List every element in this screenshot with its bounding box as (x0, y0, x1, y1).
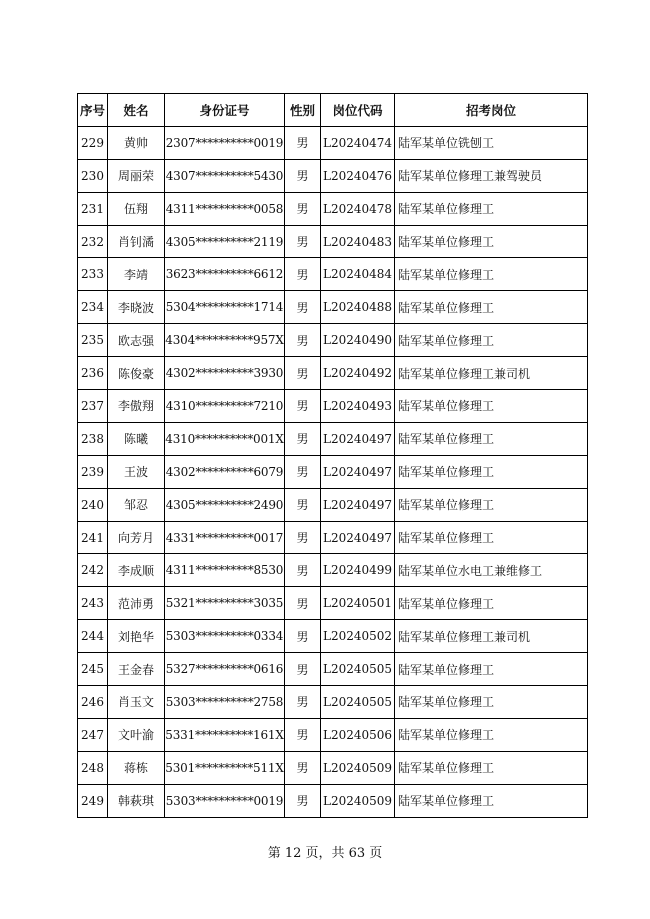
table-row (78, 620, 588, 653)
cell-seq: 237 (78, 390, 108, 423)
table-row (78, 126, 588, 159)
table-row (78, 159, 588, 192)
cell-seq: 248 (78, 751, 108, 784)
cell-name: 肖钊潏 (108, 225, 165, 258)
cell-post: 陆军某单位修理工兼司机 (395, 620, 588, 653)
cell-post-code: L20240483 (321, 225, 395, 258)
roster-table (77, 93, 588, 818)
cell-name: 伍翔 (108, 192, 165, 225)
table-row (78, 390, 588, 423)
cell-id-number: 5331**********161X (165, 718, 285, 751)
cell-post: 陆军某单位水电工兼维修工 (395, 554, 588, 587)
table-row (78, 324, 588, 357)
cell-id-number: 5301**********511X (165, 751, 285, 784)
page-footer: 第 12 页，共 63 页 (267, 846, 383, 861)
cell-post: 陆军某单位修理工 (395, 258, 588, 291)
cell-id-number: 5303**********0334 (165, 620, 285, 653)
cell-seq: 240 (78, 488, 108, 521)
cell-post-code: L20240497 (321, 488, 395, 521)
cell-gender: 男 (285, 718, 321, 751)
header-post: 招考岗位 (395, 94, 588, 127)
header-gender: 性别 (285, 94, 321, 127)
cell-name: 欧志强 (108, 324, 165, 357)
cell-post-code: L20240509 (321, 784, 395, 817)
cell-post: 陆军某单位修理工 (395, 422, 588, 455)
cell-post-code: L20240488 (321, 291, 395, 324)
cell-gender: 男 (285, 521, 321, 554)
table-row (78, 653, 588, 686)
cell-post: 陆军某单位修理工 (395, 390, 588, 423)
cell-name: 王波 (108, 455, 165, 488)
table-row (78, 422, 588, 455)
cell-post-code: L20240506 (321, 718, 395, 751)
cell-id-number: 5321**********3035 (165, 587, 285, 620)
cell-name: 黄帅 (108, 126, 165, 159)
cell-post-code: L20240484 (321, 258, 395, 291)
cell-post: 陆军某单位修理工 (395, 488, 588, 521)
cell-name: 李晓波 (108, 291, 165, 324)
cell-seq: 242 (78, 554, 108, 587)
cell-gender: 男 (285, 587, 321, 620)
table-row (78, 225, 588, 258)
cell-name: 邹忍 (108, 488, 165, 521)
cell-seq: 234 (78, 291, 108, 324)
cell-post: 陆军某单位修理工兼司机 (395, 357, 588, 390)
table-row (78, 554, 588, 587)
cell-id-number: 4310**********7210 (165, 390, 285, 423)
cell-post-code: L20240476 (321, 159, 395, 192)
cell-name: 陈俊豪 (108, 357, 165, 390)
cell-gender: 男 (285, 784, 321, 817)
cell-gender: 男 (285, 455, 321, 488)
cell-post: 陆军某单位修理工 (395, 751, 588, 784)
cell-gender: 男 (285, 422, 321, 455)
cell-id-number: 5327**********0616 (165, 653, 285, 686)
cell-id-number: 4302**********3930 (165, 357, 285, 390)
cell-seq: 230 (78, 159, 108, 192)
cell-seq: 238 (78, 422, 108, 455)
table-row (78, 455, 588, 488)
cell-id-number: 4302**********6079 (165, 455, 285, 488)
cell-post-code: L20240501 (321, 587, 395, 620)
cell-gender: 男 (285, 192, 321, 225)
cell-name: 向芳月 (108, 521, 165, 554)
cell-name: 周丽荣 (108, 159, 165, 192)
cell-seq: 249 (78, 784, 108, 817)
cell-id-number: 4310**********001X (165, 422, 285, 455)
cell-gender: 男 (285, 390, 321, 423)
cell-post: 陆军某单位修理工 (395, 587, 588, 620)
header-post-code: 岗位代码 (321, 94, 395, 127)
cell-seq: 245 (78, 653, 108, 686)
cell-name: 刘艳华 (108, 620, 165, 653)
table-row (78, 587, 588, 620)
table-body (78, 126, 588, 817)
cell-gender: 男 (285, 126, 321, 159)
cell-post-code: L20240490 (321, 324, 395, 357)
cell-seq: 243 (78, 587, 108, 620)
cell-gender: 男 (285, 686, 321, 719)
cell-post: 陆军某单位修理工 (395, 192, 588, 225)
cell-id-number: 4311**********8530 (165, 554, 285, 587)
cell-post-code: L20240505 (321, 653, 395, 686)
cell-seq: 239 (78, 455, 108, 488)
table-row (78, 258, 588, 291)
cell-seq: 241 (78, 521, 108, 554)
cell-post: 陆军某单位修理工 (395, 718, 588, 751)
cell-name: 韩萩琪 (108, 784, 165, 817)
cell-post-code: L20240474 (321, 126, 395, 159)
cell-post: 陆军某单位铣刨工 (395, 126, 588, 159)
table-row (78, 718, 588, 751)
cell-post-code: L20240497 (321, 422, 395, 455)
cell-post-code: L20240478 (321, 192, 395, 225)
cell-name: 范沛勇 (108, 587, 165, 620)
table-row (78, 784, 588, 817)
cell-post: 陆军某单位修理工 (395, 291, 588, 324)
cell-gender: 男 (285, 225, 321, 258)
cell-id-number: 5303**********2758 (165, 686, 285, 719)
cell-post-code: L20240502 (321, 620, 395, 653)
cell-gender: 男 (285, 653, 321, 686)
cell-name: 李傲翔 (108, 390, 165, 423)
table-header-row (78, 94, 588, 127)
cell-gender: 男 (285, 488, 321, 521)
cell-post: 陆军某单位修理工 (395, 784, 588, 817)
cell-gender: 男 (285, 554, 321, 587)
table-row (78, 488, 588, 521)
cell-post-code: L20240497 (321, 521, 395, 554)
cell-seq: 246 (78, 686, 108, 719)
cell-post: 陆军某单位修理工 (395, 686, 588, 719)
cell-seq: 232 (78, 225, 108, 258)
cell-gender: 男 (285, 291, 321, 324)
cell-post-code: L20240492 (321, 357, 395, 390)
cell-name: 李靖 (108, 258, 165, 291)
cell-id-number: 4305**********2490 (165, 488, 285, 521)
cell-id-number: 3623**********6612 (165, 258, 285, 291)
cell-name: 陈曦 (108, 422, 165, 455)
cell-gender: 男 (285, 620, 321, 653)
cell-seq: 244 (78, 620, 108, 653)
table-row (78, 521, 588, 554)
cell-post: 陆军某单位修理工 (395, 521, 588, 554)
table-row (78, 751, 588, 784)
cell-seq: 229 (78, 126, 108, 159)
cell-post-code: L20240499 (321, 554, 395, 587)
table-row (78, 686, 588, 719)
cell-id-number: 4305**********2119 (165, 225, 285, 258)
cell-gender: 男 (285, 159, 321, 192)
cell-id-number: 4304**********957X (165, 324, 285, 357)
header-name: 姓名 (108, 94, 165, 127)
cell-post: 陆军某单位修理工 (395, 225, 588, 258)
cell-id-number: 5304**********1714 (165, 291, 285, 324)
cell-post-code: L20240509 (321, 751, 395, 784)
cell-gender: 男 (285, 751, 321, 784)
cell-gender: 男 (285, 357, 321, 390)
table-row (78, 291, 588, 324)
cell-seq: 233 (78, 258, 108, 291)
cell-gender: 男 (285, 258, 321, 291)
cell-name: 王金春 (108, 653, 165, 686)
cell-post-code: L20240497 (321, 455, 395, 488)
cell-id-number: 4331**********0017 (165, 521, 285, 554)
cell-seq: 236 (78, 357, 108, 390)
table-row (78, 357, 588, 390)
cell-post: 陆军某单位修理工 (395, 455, 588, 488)
cell-seq: 231 (78, 192, 108, 225)
cell-seq: 235 (78, 324, 108, 357)
cell-seq: 247 (78, 718, 108, 751)
header-id-number: 身份证号 (165, 94, 285, 127)
cell-name: 文叶渝 (108, 718, 165, 751)
cell-name: 蒋栋 (108, 751, 165, 784)
cell-name: 肖玉文 (108, 686, 165, 719)
table-row (78, 192, 588, 225)
cell-id-number: 5303**********0019 (165, 784, 285, 817)
cell-id-number: 4307**********5430 (165, 159, 285, 192)
cell-post: 陆军某单位修理工 (395, 324, 588, 357)
cell-post: 陆军某单位修理工兼驾驶员 (395, 159, 588, 192)
cell-gender: 男 (285, 324, 321, 357)
cell-id-number: 4311**********0058 (165, 192, 285, 225)
cell-post-code: L20240493 (321, 390, 395, 423)
header-seq: 序号 (78, 94, 108, 127)
cell-id-number: 2307**********0019 (165, 126, 285, 159)
cell-post: 陆军某单位修理工 (395, 653, 588, 686)
cell-name: 李成顺 (108, 554, 165, 587)
cell-post-code: L20240505 (321, 686, 395, 719)
